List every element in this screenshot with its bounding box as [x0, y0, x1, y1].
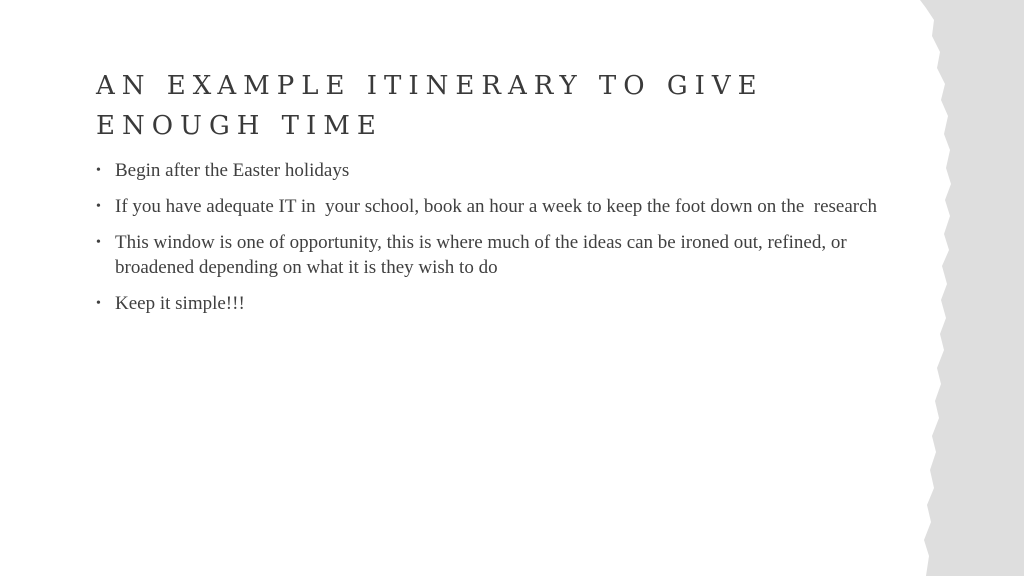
bullet-text: This window is one of opportunity, this is where much of the ideas can be ironed out, refined, or broadened depending on what it is they wish to do — [115, 232, 847, 278]
bullet-text: Keep it simple!!! — [115, 293, 245, 314]
bullet-dot-icon: • — [96, 163, 101, 178]
slide-title: AN EXAMPLE ITINERARY TO GIVE ENOUGH TIME — [96, 71, 764, 141]
bullet-item — [96, 291, 896, 316]
bullet-text: If you have adequate IT in your school, book an hour a week to keep the foot down on the research — [115, 196, 878, 217]
bullet-item — [96, 230, 896, 280]
bullet-list — [96, 158, 896, 327]
bullet-dot-icon: • — [96, 199, 101, 214]
bullet-item — [96, 158, 896, 183]
bullet-dot-icon: • — [96, 235, 101, 250]
torn-paper-shape — [920, 0, 1024, 576]
bullet-text: Begin after the Easter holidays — [115, 160, 350, 181]
bullet-dot-icon: • — [96, 296, 101, 311]
bullet-item — [96, 194, 896, 219]
